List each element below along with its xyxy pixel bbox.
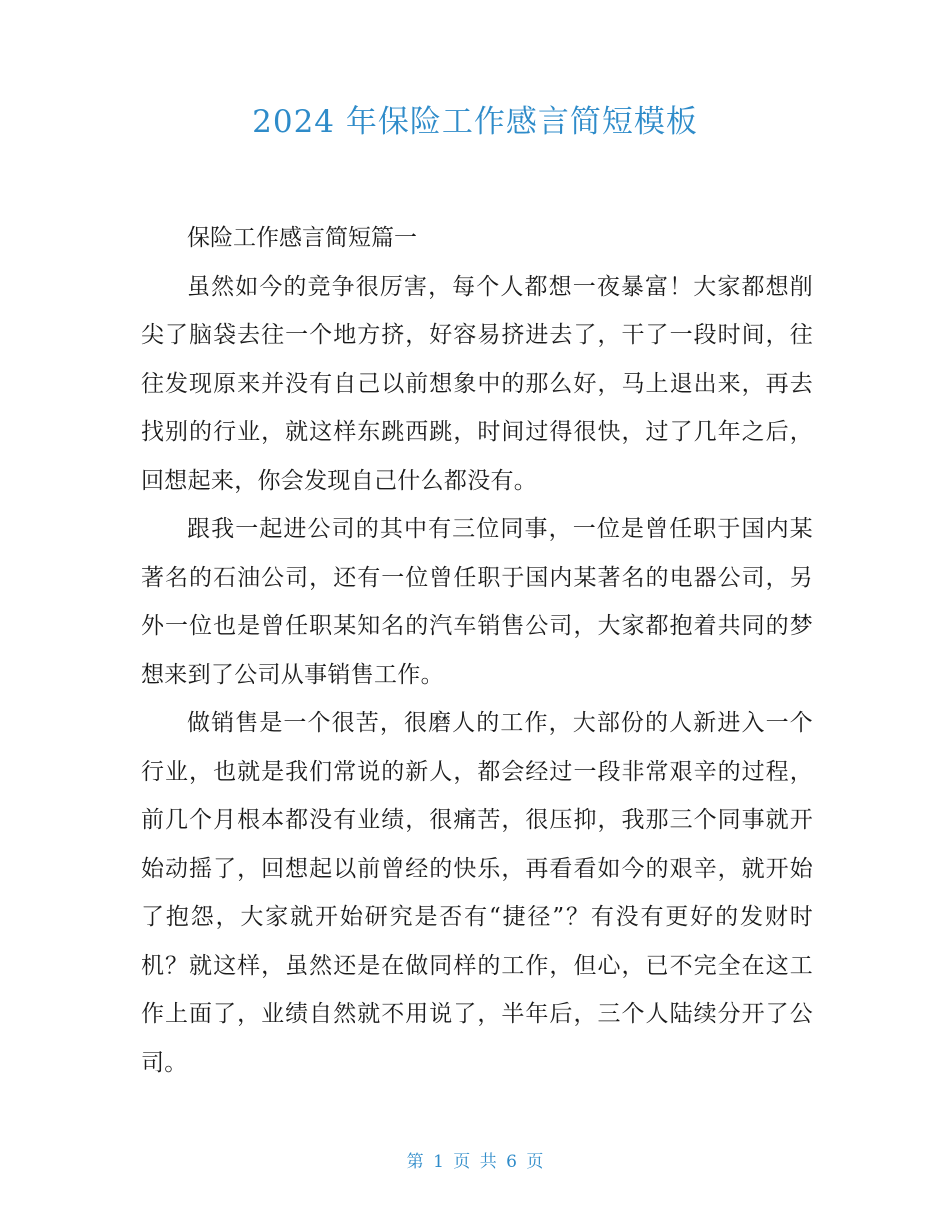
document-title: 2024 年保险工作感言简短模板 xyxy=(252,104,698,140)
section-heading: 保险工作感言简短篇一 xyxy=(187,225,417,251)
document-body xyxy=(141,214,813,1087)
paragraph-1: 虽然如今的竞争很厉害，每个人都想一夜暴富！大家都想削尖了脑袋去往一个地方挤，好容易挤进去了，干了一段时间，往往发现原来并没有自己以前想象中的那么好，马上退出来，再去找别的行业，就这样东跳西跳，时间过得很快，过了几年之后，回想起来，你会发现自己什么都没有。 xyxy=(141,273,813,494)
paragraph-3: 做销售是一个很苦，很磨人的工作，大部份的人新进入一个行业，也就是我们常说的新人，都会经过一段非常艰辛的过程，前几个月根本都没有业绩，很痛苦，很压抑，我那三个同事就开始动摇了，回想起以前曾经的快乐，再看看如今的艰辛，就开始了抱怨，大家就开始研究是否有“捷径”？有没有更好的发财时机？就这样，虽然还是在做同样的工作，但心，已不完全在这工作上面了，业绩自然就不用说了，半年后，三个人陆续分开了公司。 xyxy=(141,710,813,1076)
page-footer: 第 1 页 共 6 页 xyxy=(406,1152,544,1172)
paragraph-2: 跟我一起进公司的其中有三位同事，一位是曾任职于国内某著名的石油公司，还有一位曾任职于国内某著名的电器公司，另外一位也是曾任职某知名的汽车销售公司，大家都抱着共同的梦想来到了公司从事销售工作。 xyxy=(141,516,813,688)
